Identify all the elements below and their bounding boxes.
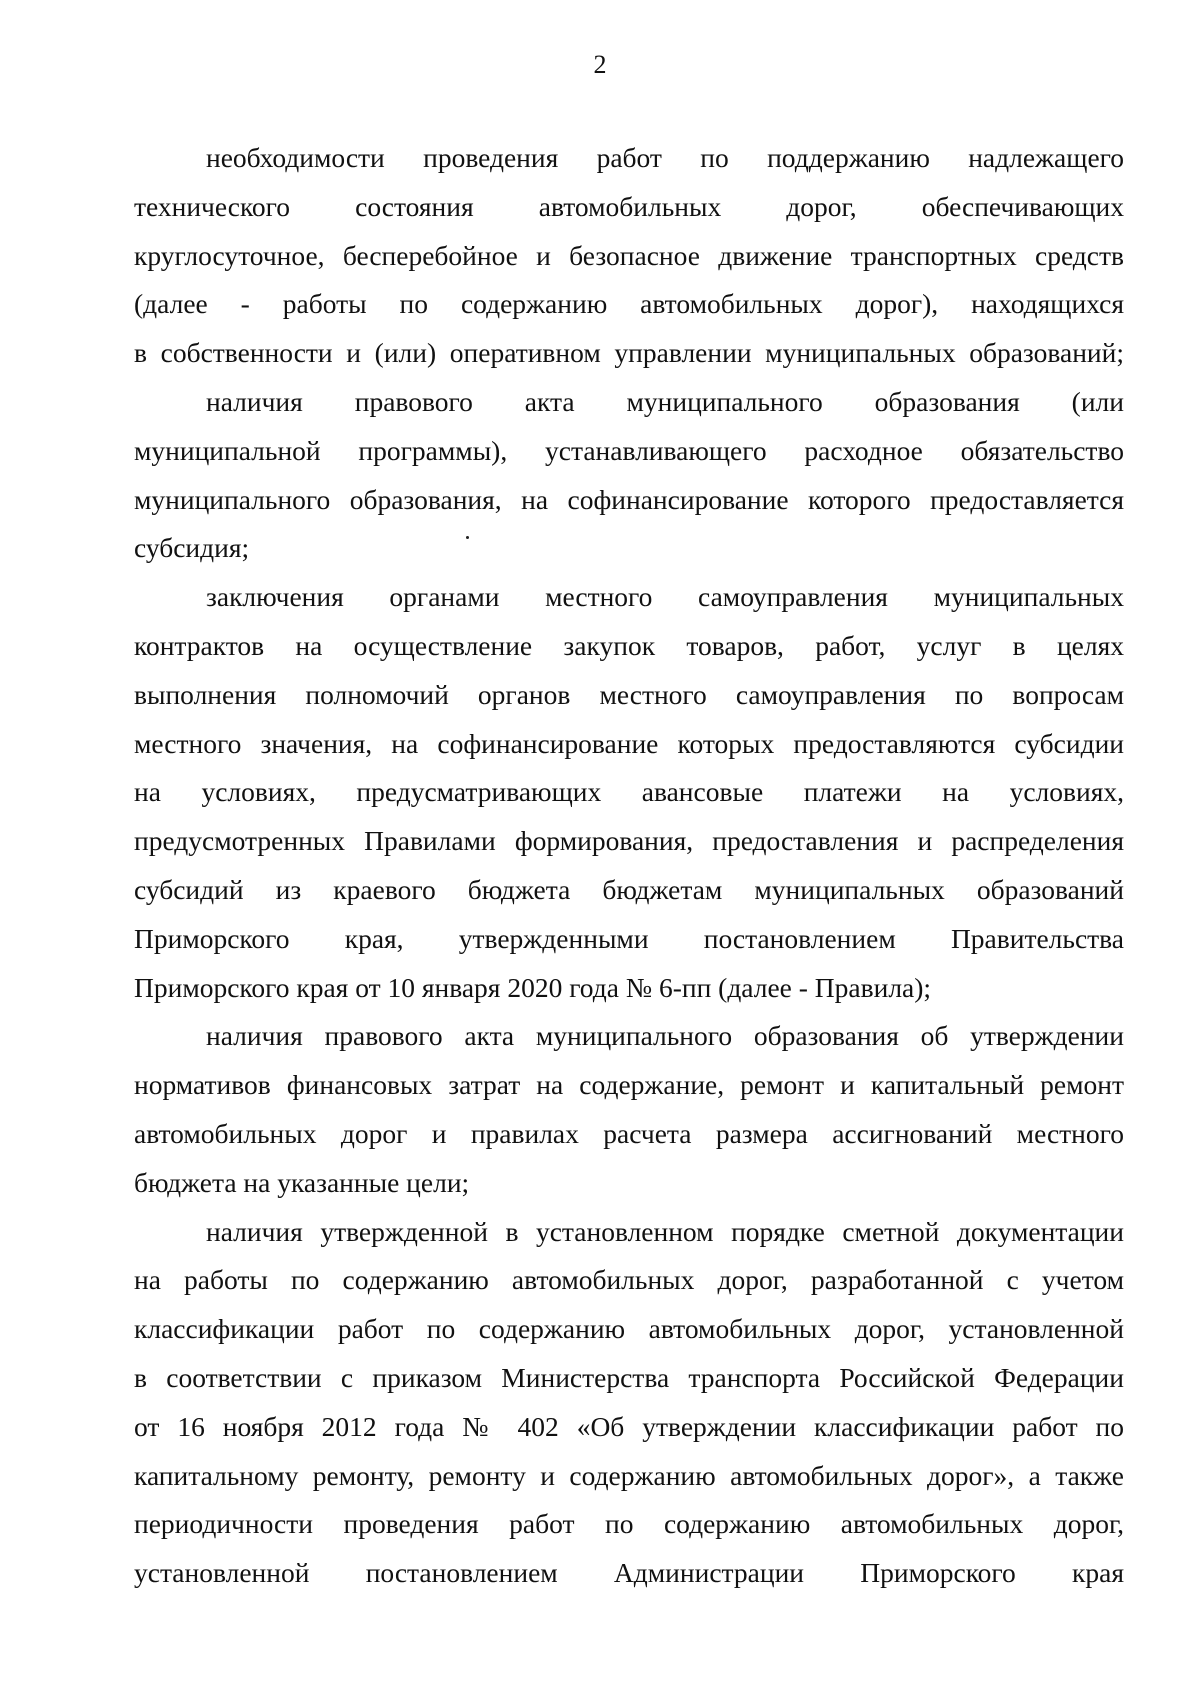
text-line: муниципального образования, на софинансирование которого предоставляется [134,483,1124,515]
text-line: наличия правового акта муниципального образования (или [206,385,1124,417]
text-line: автомобильных дорог и правилах расчета размера ассигнований местного [134,1117,1124,1149]
text-line: от 16 ноября 2012 года № 402 «Об утверждении классификации работ по [134,1410,1124,1442]
text-line: субсидия; [134,532,250,564]
paragraph [134,1012,1124,1207]
paragraph [134,378,1124,573]
text-line: выполнения полномочий органов местного самоуправления по вопросам [134,678,1124,710]
text-line: наличия утвержденной в установленном порядке сметной документации [206,1215,1124,1247]
text-line: (далее - работы по содержанию автомобильных дорог), находящихся [134,288,1124,320]
text-line: капитальному ремонту, ремонту и содержанию автомобильных дорог», а также [134,1459,1124,1491]
page-number: 2 [593,50,607,79]
text-line: предусмотренных Правилами формирования, предоставления и распределения [134,825,1124,857]
text-line: Приморского края, утвержденными постановлением Правительства [134,922,1124,954]
paragraph [134,134,1124,378]
text-line: заключения органами местного самоуправления муниципальных [206,581,1124,613]
paragraph [134,1208,1124,1598]
text-line: круглосуточное, бесперебойное и безопасное движение транспортных средств [134,239,1124,271]
text-line: необходимости проведения работ по поддержанию надлежащего [206,142,1124,173]
text-line: нормативов финансовых затрат на содержание, ремонт и капитальный ремонт [134,1069,1124,1101]
text-line: наличия правового акта муниципального образования об утверждении [206,1020,1124,1052]
text-line: в собственности и (или) оперативном управлении муниципальных образований; [134,337,1124,369]
document-body [134,134,1124,1598]
text-line: местного значения, на софинансирование которых предоставляются субсидии [134,727,1124,759]
text-line: муниципальной программы), устанавливающего расходное обязательство [134,434,1124,466]
text-line: технического состояния автомобильных дорог, обеспечивающих [134,190,1124,222]
text-line: периодичности проведения работ по содержанию автомобильных дорог, [134,1508,1124,1540]
text-line: в соответствии с приказом Министерства транспорта Российской Федерации [134,1361,1124,1393]
text-line: Приморского края от 10 января 2020 года № 6-пп (далее - Правила); [134,971,932,1003]
text-line: на работы по содержанию автомобильных дорог, разработанной с учетом [134,1264,1124,1296]
text-line: субсидий из краевого бюджета бюджетам муниципальных образований [134,873,1124,905]
text-line: контрактов на осуществление закупок товаров, работ, услуг в целях [134,629,1124,661]
paragraph [134,573,1124,1012]
text-line: бюджета на указанные цели; [134,1166,470,1198]
text-line: на условиях, предусматривающих авансовые платежи на условиях, [134,776,1124,808]
text-line: установленной постановлением Администрации Приморского края [134,1557,1124,1589]
scan-speck [466,536,469,539]
text-line: классификации работ по содержанию автомобильных дорог, установленной [134,1313,1124,1345]
